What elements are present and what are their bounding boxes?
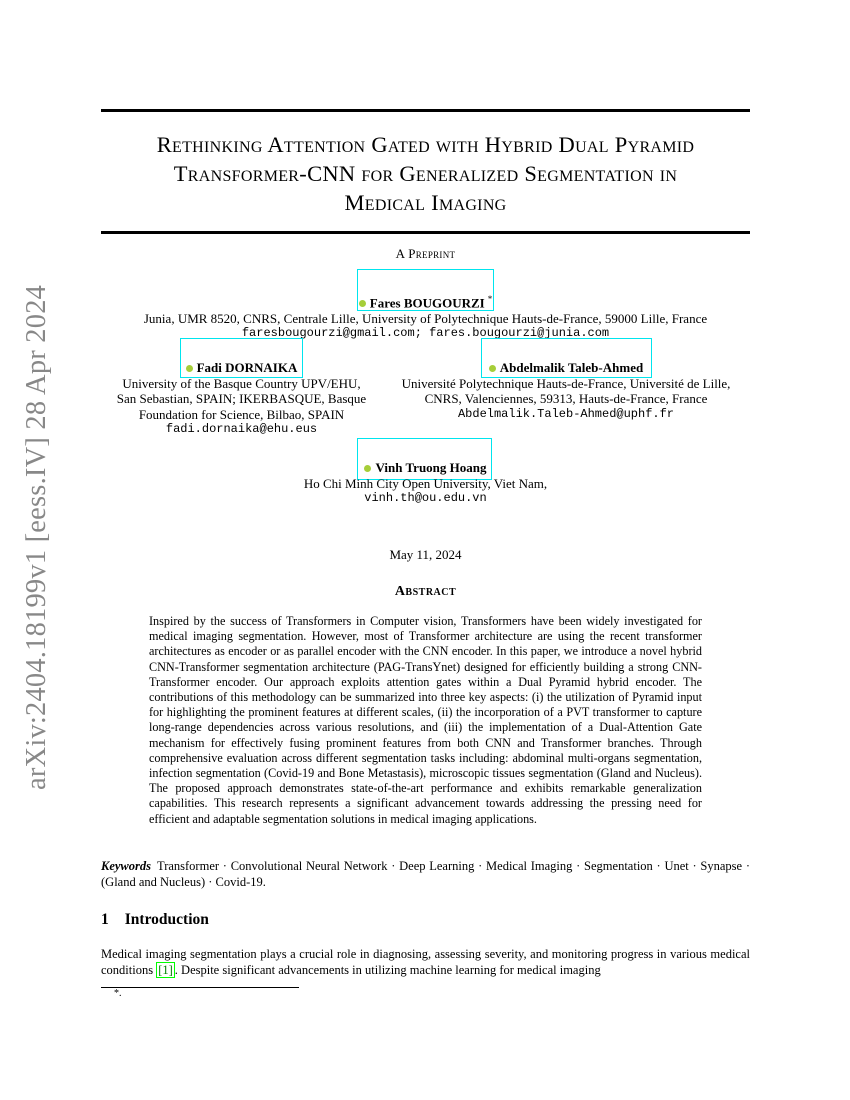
author-4-affiliation: Ho Chi Minh City Open University, Viet Nam,	[303, 476, 548, 491]
author-4-email: vinh.th@ou.edu.vn	[364, 491, 487, 505]
intro-text-start: Medical imaging segmentation plays a crucial role in diagnosing, assessing severity, and monitoring progress in various medical conditions	[101, 947, 750, 977]
author-2-email: fadi.dornaika@ehu.eus	[165, 422, 318, 436]
author-1-name[interactable]: Fares BOUGOURZI	[369, 295, 485, 311]
author-3-block	[385, 360, 747, 422]
keywords-label: Keywords	[101, 859, 151, 873]
author-3-affiliation-line-2: CNRS, Valenciennes, 59313, Hauts-de-France, France	[424, 391, 708, 406]
citation-link[interactable]: [1]	[158, 963, 173, 977]
arxiv-side-stamp	[18, 284, 58, 790]
footnote-rule	[101, 987, 299, 988]
author-3-email: Abdelmalik.Taleb-Ahmed@uphf.fr	[457, 406, 675, 421]
author-4-block	[101, 460, 750, 506]
author-2-affiliation-line-1: University of the Basque Country UPV/EHU,	[122, 375, 361, 391]
orcid-icon[interactable]	[489, 365, 496, 372]
author-2-name[interactable]: Fadi DORNAIKA	[196, 360, 298, 375]
author-1-email: faresbougourzi@gmail.com; fares.bougourzi@junia.com	[241, 326, 610, 341]
author-3-name[interactable]: Abdelmalik Taleb-Ahmed	[499, 360, 644, 375]
author-2-block	[101, 360, 382, 438]
title-line-3: Medical Imaging	[344, 190, 507, 215]
author-3-affiliation-line-1: Université Polytechnique Hauts-de-France, Université de Lille,	[401, 375, 731, 391]
section-heading-introduction	[101, 911, 209, 929]
keywords-paragraph	[101, 859, 750, 890]
paper-title	[101, 130, 750, 217]
author-4-name[interactable]: Vinh Truong Hoang	[375, 460, 487, 475]
keywords-list: Transformer · Convolutional Neural Network · Deep Learning · Medical Imaging · Segmentation · Unet · Synapse · (Gland and Nucleus) · Covid-19.	[101, 859, 750, 889]
title-line-2: Transformer-CNN for Generalized Segmentation in	[173, 161, 678, 186]
abstract-heading: Abstract	[394, 584, 457, 599]
introduction-paragraph	[101, 946, 750, 978]
orcid-icon[interactable]	[364, 465, 371, 472]
section-number: 1	[101, 911, 109, 928]
author-2-affiliation-line-3: Foundation for Science, Bilbao, SPAIN	[138, 406, 345, 422]
publication-date: May 11, 2024	[389, 547, 462, 562]
section-title: Introduction	[124, 911, 209, 928]
preprint-label: A Preprint	[395, 246, 456, 261]
author-1-block	[101, 292, 750, 341]
orcid-icon[interactable]	[186, 365, 193, 372]
orcid-icon[interactable]	[359, 300, 366, 307]
title-top-rule	[101, 109, 750, 112]
title-line-1: Rethinking Attention Gated with Hybrid Dual Pyramid	[156, 132, 695, 157]
title-bottom-rule	[101, 231, 750, 234]
author-1-footnote-mark: *	[487, 294, 493, 304]
arxiv-identifier: arXiv:2404.18199v1 [eess.IV] 28 Apr 2024	[21, 284, 52, 790]
abstract-text: Inspired by the success of Transformers in Computer vision, Transformers have been widely investigated for medical imaging segmentation. However, most of Transformer architecture are using the recent transformer architectures as encoder or as parallel encoder with the CNN encoder. In this paper, we introduce a novel hybrid CNN-Transformer segmentation architecture (PAG-TransYnet) designed for efficiently building a strong CNN-Transformer encoder. Our approach exploits attention gates within a Dual Pyramid hybrid encoder. The contributions of this methodology can be summarized into three key aspects: (i) the utilization of Pyramid input for highlighting the prominent features at different scales, (ii) the incorporation of a PVT transformer to capture long-range dependencies across various resolutions, and (iii) the implementation of a Dual-Attention Gate mechanism for effectively fusing prominent features from both CNN and Transformer branches. Through comprehensive evaluation across different segmentation tasks including: abdominal multi-organs segmentation, infection segmentation (Covid-19 and Bone Metastasis), microscopic tissues segmentation (Gland and Nucleus). The proposed approach demonstrates state-of-the-art performance and exhibits remarkable generalization capabilities. This research represents a significant advancement towards addressing the pressing need for efficient and adaptable segmentation solutions in medical imaging applications.	[149, 614, 702, 826]
author-2-affiliation-line-2: San Sebastian, SPAIN; IKERBASQUE, Basque	[116, 391, 367, 406]
author-1-affiliation: Junia, UMR 8520, CNRS, Centrale Lille, University of Polytechnique Hauts-de-France, 59000 Lille, France	[143, 311, 708, 327]
intro-text-end: . Despite significant advancements in utilizing machine learning for medical imaging	[174, 963, 601, 977]
footnote: *.	[114, 988, 122, 999]
